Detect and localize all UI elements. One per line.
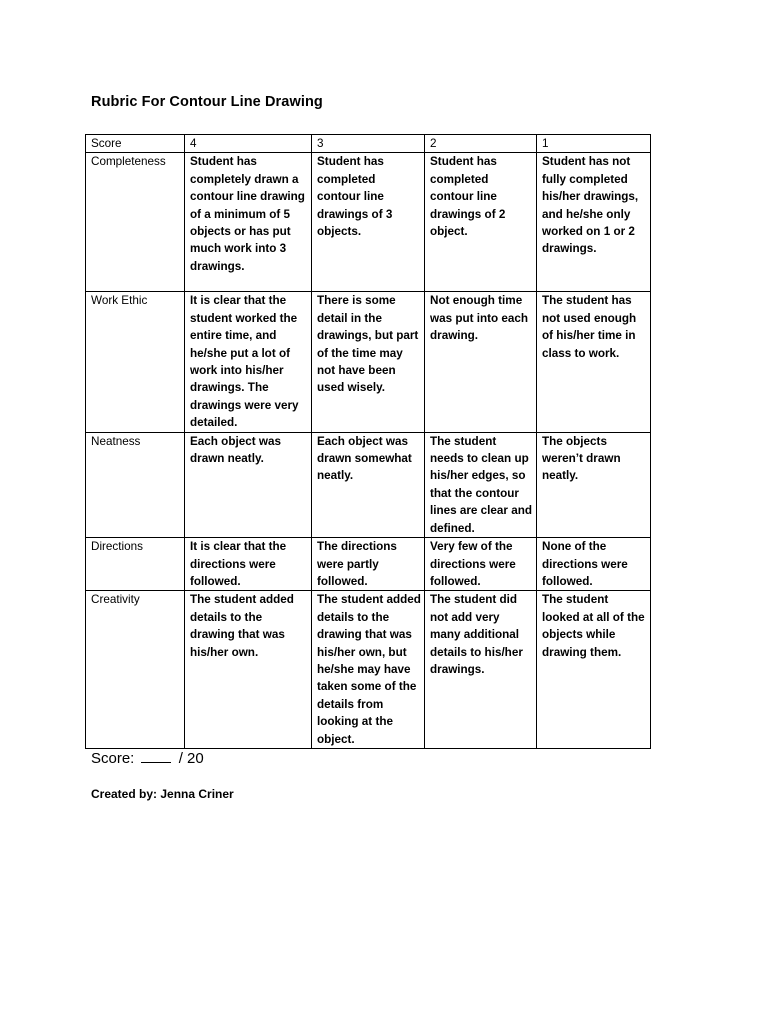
criterion-label: Work Ethic <box>86 292 185 432</box>
rubric-cell: The student did not add very many additional details to his/her drawings. <box>425 591 537 749</box>
rubric-cell: The objects weren’t drawn neatly. <box>537 432 651 537</box>
header-cell-1: 1 <box>537 135 651 153</box>
score-line <box>91 749 204 767</box>
rubric-row-creativity <box>86 591 651 749</box>
rubric-cell: It is clear that the directions were followed. <box>185 538 312 591</box>
rubric-cell: The student added details to the drawing that was his/her own, but he/she may have taken some of the details from looking at the object. <box>312 591 425 749</box>
header-cell-3: 3 <box>312 135 425 153</box>
header-cell-4: 4 <box>185 135 312 153</box>
rubric-cell: Student has completed contour line drawings of 3 objects. <box>312 153 425 292</box>
score-label: Score: <box>91 750 135 767</box>
rubric-cell: The student looked at all of the objects while drawing them. <box>537 591 651 749</box>
rubric-cell: The student added details to the drawing that was his/her own. <box>185 591 312 749</box>
rubric-table <box>85 134 651 749</box>
rubric-cell: Very few of the directions were followed. <box>425 538 537 591</box>
rubric-cell: Student has not fully completed his/her drawings, and he/she only worked on 1 or 2 drawings. <box>537 153 651 292</box>
rubric-row-directions <box>86 538 651 591</box>
score-total: / 20 <box>178 750 204 767</box>
rubric-cell: The student needs to clean up his/her edges, so that the contour lines are clear and defined. <box>425 432 537 537</box>
rubric-row-work-ethic <box>86 292 651 432</box>
score-blank <box>141 749 171 763</box>
rubric-cell: The directions were partly followed. <box>312 538 425 591</box>
document-title: Rubric For Contour Line Drawing <box>91 94 323 110</box>
rubric-cell: Not enough time was put into each drawing. <box>425 292 537 432</box>
created-by: Created by: Jenna Criner <box>91 787 234 801</box>
rubric-cell: There is some detail in the drawings, but part of the time may not have been used wisely. <box>312 292 425 432</box>
criterion-label: Creativity <box>86 591 185 749</box>
criterion-label: Directions <box>86 538 185 591</box>
rubric-cell: It is clear that the student worked the entire time, and he/she put a lot of work into his/her drawings. The drawings were very detailed. <box>185 292 312 432</box>
rubric-row-neatness <box>86 432 651 537</box>
criterion-label: Neatness <box>86 432 185 537</box>
rubric-header-row <box>86 135 651 153</box>
rubric-cell: Each object was drawn somewhat neatly. <box>312 432 425 537</box>
rubric-row-completeness <box>86 153 651 292</box>
rubric-cell: Student has completed contour line drawings of 2 object. <box>425 153 537 292</box>
rubric-cell: The student has not used enough of his/her time in class to work. <box>537 292 651 432</box>
criterion-label: Completeness <box>86 153 185 292</box>
rubric-cell: Student has completely drawn a contour line drawing of a minimum of 5 objects or has put much work into 3 drawings. <box>185 153 312 292</box>
header-cell-2: 2 <box>425 135 537 153</box>
header-cell-score: Score <box>86 135 185 153</box>
rubric-cell: Each object was drawn neatly. <box>185 432 312 537</box>
rubric-cell: None of the directions were followed. <box>537 538 651 591</box>
